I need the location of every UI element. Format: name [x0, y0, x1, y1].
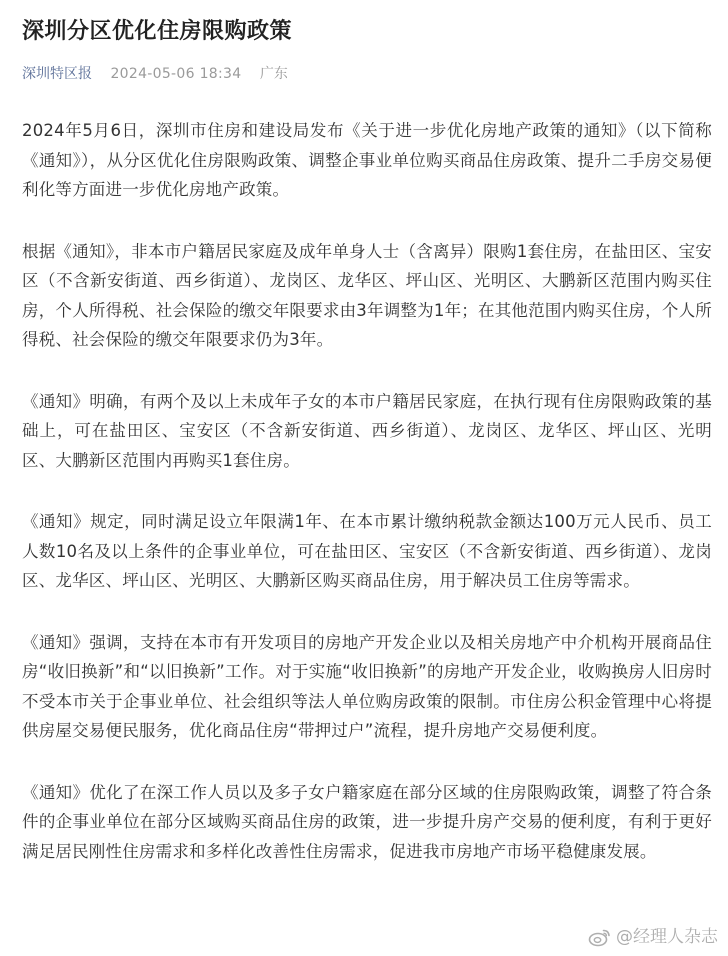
- paragraph: 《通知》明确，有两个及以上未成年子女的本市户籍居民家庭，在执行现有住房限购政策的基础上，可在盐田区、宝安区（不含新安街道、西乡街道）、龙岗区、龙华区、坪山区、光明区、大鹏新区范围内再购买1套住房。: [22, 391, 712, 470]
- watermark-text: @经理人杂志: [616, 927, 718, 947]
- paragraph: 2024年5月6日，深圳市住房和建设局发布《关于进一步优化房地产政策的通知》（以下简称《通知》），从分区优化住房限购政策、调整企事业单位购买商品住房政策、提升二手房交易便利化等方面进一步优化房地产政策。: [22, 121, 712, 199]
- paragraph: 《通知》优化了在深工作人员以及多子女户籍家庭在部分区域的住房限购政策，调整了符合条件的企事业单位在部分区域购买商品住房的政策，进一步提升房产交易的便利度，有利于更好满足居民刚性住房需求和多样化改善性住房需求，促进我市房地产市场平稳健康发展。: [22, 782, 712, 861]
- weibo-icon: [588, 927, 612, 947]
- article: [22, 0, 712, 866]
- article-body: [22, 116, 712, 866]
- article-meta: [22, 64, 712, 84]
- page-title: 深圳分区优化住房限购政策: [22, 19, 293, 44]
- watermark: [588, 926, 718, 948]
- paragraph: 《通知》规定，同时满足设立年限满1年、在本市累计缴纳税款金额达100万元人民币、员工人数10名及以上条件的企事业单位，可在盐田区、宝安区（不含新安街道、西乡街道）、龙岗区、龙华区、坪山区、光明区、大鹏新区购买商品住房，用于解决员工住房等需求。: [22, 512, 712, 590]
- publish-time: 2024-05-06 18:34: [110, 66, 242, 82]
- paragraph: 根据《通知》，非本市户籍居民家庭及成年单身人士（含离异）限购1套住房，在盐田区、宝安区（不含新安街道、西乡街道）、龙岗区、龙华区、坪山区、光明区、大鹏新区范围内购买住房，个人所得税、社会保险的缴交年限要求由3年调整为1年；在其他范围内购买住房，个人所得税、社会保险的缴交年限要求仍为3年。: [22, 241, 712, 349]
- publish-location: 广东: [259, 66, 288, 82]
- source-link[interactable]: 深圳特区报: [22, 66, 92, 82]
- paragraph: 《通知》强调，支持在本市有开发项目的房地产开发企业以及相关房地产中介机构开展商品住房“收旧换新”和“以旧换新”工作。对于实施“收旧换新”的房地产开发企业，收购换房人旧房时不受本市关于企事业单位、社会组织等法人单位购房政策的限制。市住房公积金管理中心将提供房屋交易便民服务，优化商品住房“带押过户”流程，提升房地产交易便利度。: [22, 632, 712, 740]
